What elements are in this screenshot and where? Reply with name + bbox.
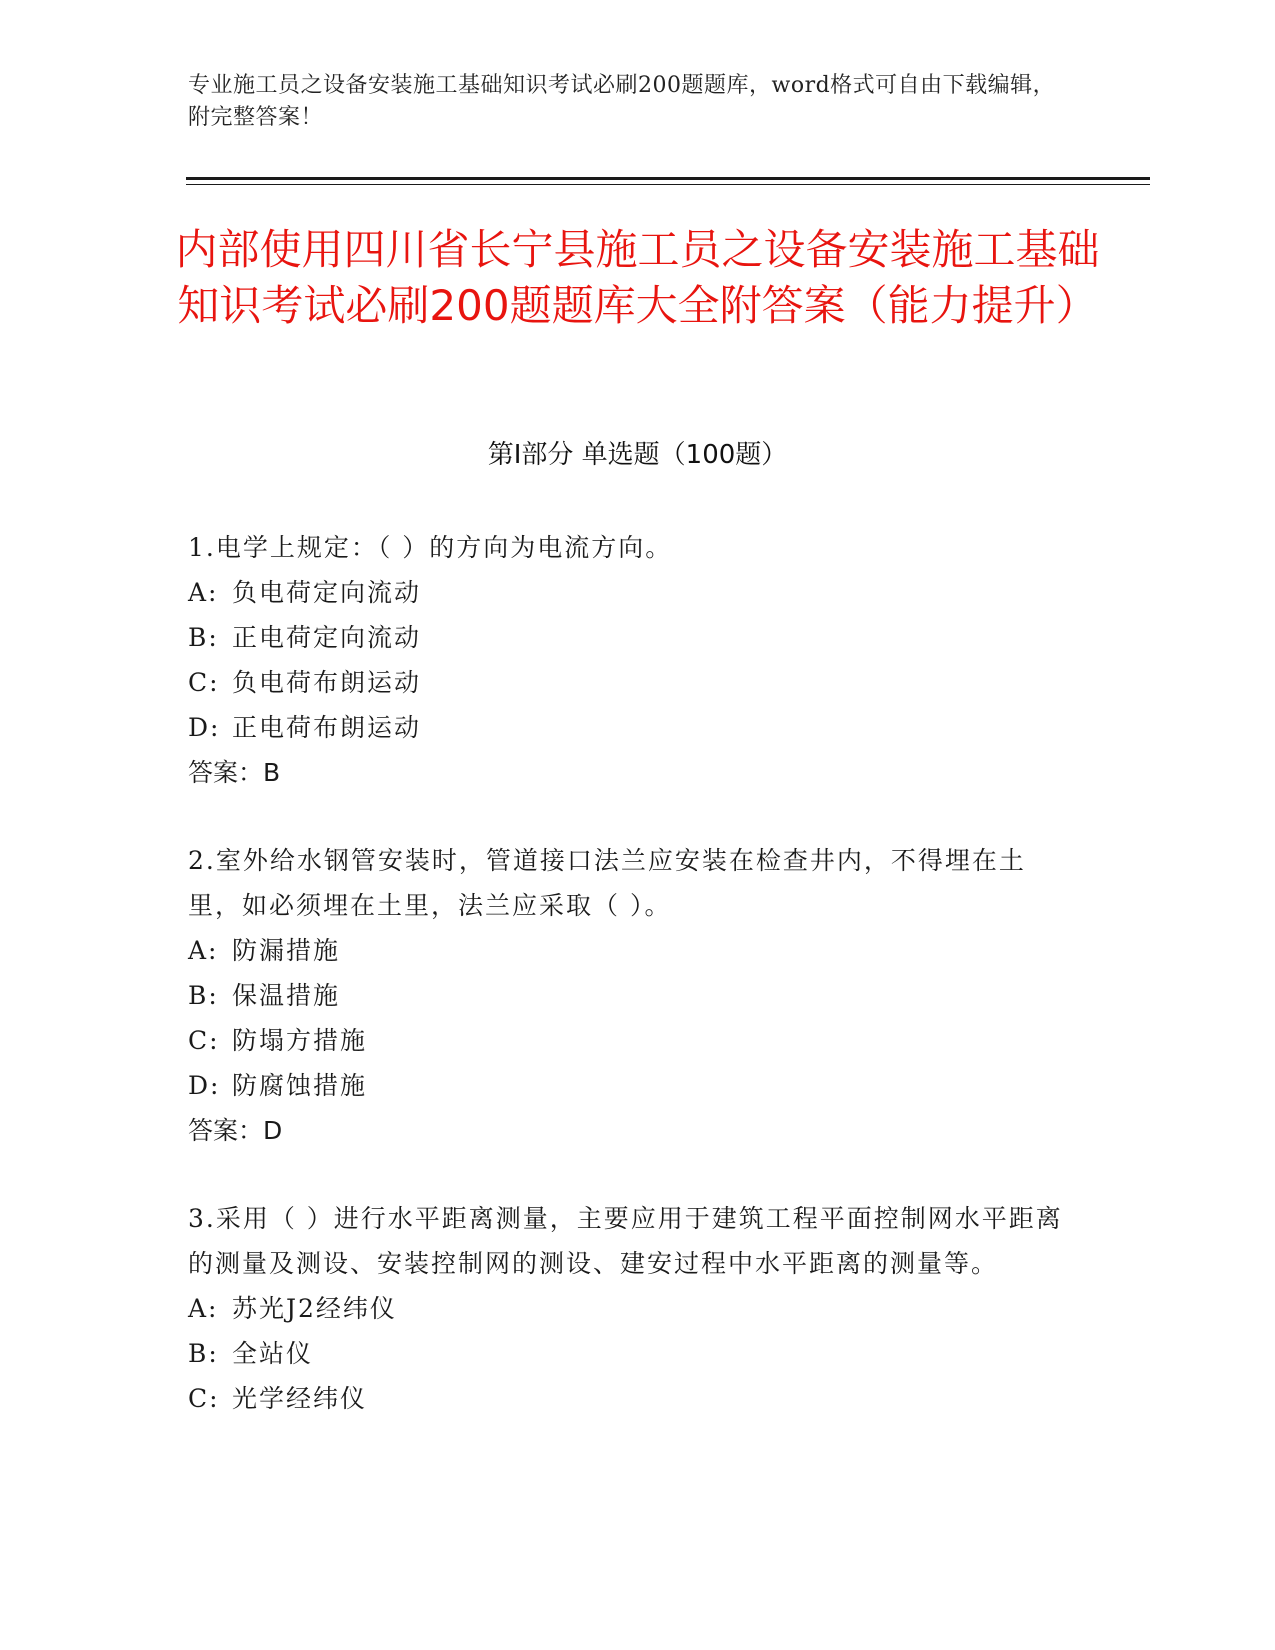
option-letter: C:: [188, 1384, 220, 1413]
option-d: [188, 1063, 1068, 1108]
section-title: 第Ⅰ部分 单选题（100题）: [487, 440, 788, 470]
option-letter: A:: [188, 1294, 219, 1323]
question-stem: 2.室外给水钢管安装时，管道接口法兰应安装在检查井内，不得埋在土里，如必须埋在土里，法兰应采取（ ）。: [188, 846, 1026, 920]
option-a: [188, 928, 1068, 973]
option-text: 苏光J2经纬仪: [232, 1294, 397, 1323]
option-a: [188, 570, 1068, 615]
option-letter: A:: [188, 578, 219, 607]
option-letter: A:: [188, 936, 219, 965]
option-c: [188, 1018, 1068, 1063]
question-list: [188, 525, 1068, 1464]
option-text: 保温措施: [232, 981, 341, 1010]
option-letter: D:: [188, 1071, 221, 1100]
option-letter: C:: [188, 1026, 220, 1055]
header-rule-thin: [186, 184, 1150, 185]
option-a: [188, 1286, 1068, 1331]
option-letter: B:: [188, 1339, 219, 1368]
document-title: 内部使用四川省长宁县施工员之设备安装施工基础知识考试必刷200题题库大全附答案（能力提升）: [175, 225, 1100, 330]
header-note: 专业施工员之设备安装施工基础知识考试必刷200题题库，word格式可自由下载编辑，附完整答案！: [188, 73, 1056, 130]
header-rule-thick: [186, 177, 1150, 180]
option-letter: B:: [188, 981, 219, 1010]
option-b: [188, 615, 1068, 660]
option-letter: C:: [188, 668, 220, 697]
option-text: 防漏措施: [232, 936, 341, 965]
option-text: 防塌方措施: [232, 1026, 368, 1055]
option-letter: B:: [188, 623, 219, 652]
option-letter: D:: [188, 713, 221, 742]
question-3: [188, 1196, 1068, 1421]
option-text: 防腐蚀措施: [232, 1071, 368, 1100]
answer-line: 答案：B: [188, 758, 281, 787]
option-c: [188, 660, 1068, 705]
answer-line: 答案：D: [188, 1116, 283, 1145]
question-1: [188, 525, 1068, 795]
option-text: 全站仪: [232, 1339, 314, 1368]
option-text: 光学经纬仪: [232, 1384, 368, 1413]
option-b: [188, 1331, 1068, 1376]
option-c: [188, 1376, 1068, 1421]
question-stem: 3.采用（ ）进行水平距离测量，主要应用于建筑工程平面控制网水平距离的测量及测设、安装控制网的测设、建安过程中水平距离的测量等。: [188, 1204, 1063, 1278]
option-d: [188, 705, 1068, 750]
option-b: [188, 973, 1068, 1018]
option-text: 负电荷布朗运动: [232, 668, 422, 697]
question-stem: 1.电学上规定：（ ）的方向为电流方向。: [188, 533, 673, 562]
question-2: [188, 838, 1068, 1153]
option-text: 正电荷布朗运动: [232, 713, 422, 742]
option-text: 负电荷定向流动: [232, 578, 422, 607]
option-text: 正电荷定向流动: [232, 623, 422, 652]
